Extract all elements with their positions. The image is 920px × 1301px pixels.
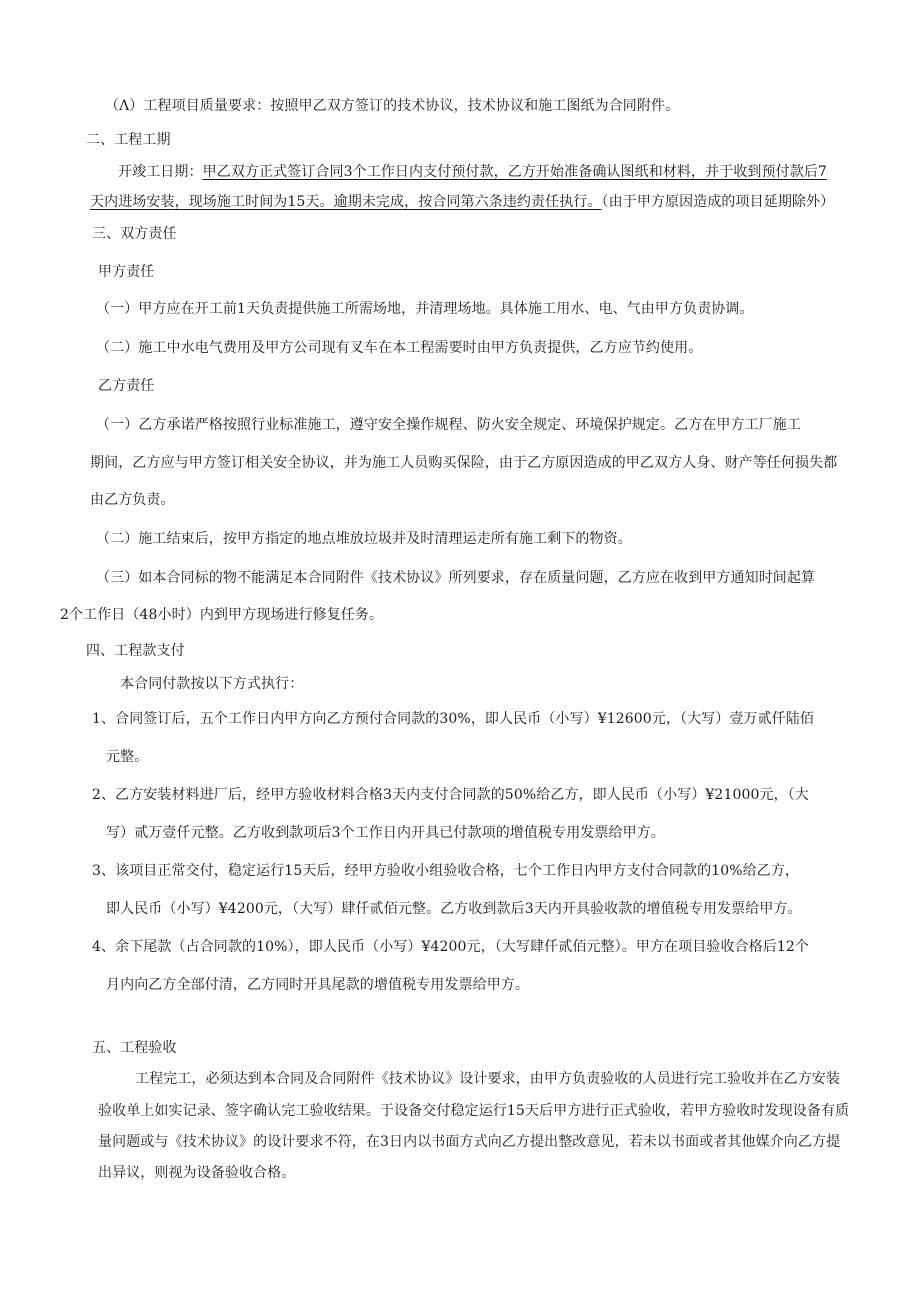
party-a-item-2: （二）施工中水电气费用及甲方公司现有叉车在本工程需要时由甲方负责提供，乙方应节约使用。 — [96, 340, 703, 356]
schedule-line-1 — [118, 162, 827, 182]
acceptance-line-1: 工程完工，必须达到本合同及合同附件《技术协议》设计要求，由甲方负责验收的人员进行完工验收并在乙方安装 — [135, 1071, 840, 1087]
payment-4-line-1: 4、余下尾款（占合同款的10%），即人民币（小写）¥4200元，（大写肆仟贰佰元整）。甲方在项目验收合格后12个 — [92, 939, 809, 955]
schedule-underlined-1: 甲乙双方正式签订合同3个工作日内支付预付款，乙方开始准备确认图纸和材料，并于收到预付款后7 — [202, 164, 827, 180]
section-5-title: 五、工程验收 — [92, 1040, 177, 1056]
acceptance-line-3: 量问题或与《技术协议》的设计要求不符，在3日内以书面方式向乙方提出整改意见，若未以书面或者其他媒介向乙方提 — [98, 1134, 841, 1150]
payment-2-line-1: 2、乙方安装材料进厂后，经甲方验收材料合格3天内支付合同款的50%给乙方，即人民币（小写）¥21000元，（大 — [92, 787, 809, 803]
schedule-underlined-2: 天内进场安装，现场施工时间为15天。逾期未完成，按合同第六条违约责任执行。 — [90, 194, 602, 210]
party-b-item-3-line-2: 2个工作日（48小时）内到甲方现场进行修复任务。 — [60, 607, 384, 623]
schedule-label: 开竣工日期： — [118, 164, 203, 180]
party-b-item-1-line-1: （一）乙方承诺严格按照行业标准施工，遵守安全操作规程、防火安全规定、环境保护规定。乙方在甲方工厂施工 — [96, 417, 801, 433]
payment-3-line-2: 即人民币（小写）¥4200元，（大写）肆仟贰佰元整。乙方收到款后3天内开具验收款的增值税专用发票给甲方。 — [106, 901, 802, 917]
party-a-item-1: （一）甲方应在开工前1天负责提供施工所需场地，并清理场地。具体施工用水、电、气由甲方负责协调。 — [96, 301, 754, 317]
section-4-title: 四、工程款支付 — [86, 643, 185, 659]
payment-4-line-2: 月内向乙方全部付清，乙方同时开具尾款的增值税专用发票给甲方。 — [106, 977, 529, 993]
acceptance-line-4: 出异议，则视为设备验收合格。 — [98, 1165, 296, 1181]
party-b-item-1-line-2: 期间，乙方应与甲方签订相关安全协议，并为施工人员购买保险，由于乙方原因造成的甲乙双方人身、财产等任何损失都 — [90, 455, 838, 471]
party-b-item-3-line-1: （三）如本合同标的物不能满足本合同附件《技术协议》所列要求，存在质量问题，乙方应在收到甲方通知时间起算 — [96, 570, 816, 586]
section-3-title: 三、双方责任 — [92, 226, 177, 242]
schedule-exception: （由于甲方原因造成的项目延期除外） — [601, 194, 835, 210]
quality-requirement: （Λ）工程项目质量要求：按照甲乙双方签订的技术协议，技术协议和施工图纸为合同附件。 — [105, 98, 680, 114]
payment-2-line-2: 写）贰万壹仟元整。乙方收到款项后3个工作日内开具已付款项的增值税专用发票给甲方。 — [106, 825, 665, 841]
payment-1-line-1: 1、合同签订后，五个工作日内甲方向乙方预付合同款的30%，即人民币（小写）¥12600元，（大写）壹万贰仟陆佰 — [92, 711, 814, 727]
party-b-item-2: （二）施工结束后，按甲方指定的地点堆放垃圾并及时清理运走所有施工剩下的物资。 — [96, 531, 632, 547]
payment-1-line-2: 元整。 — [106, 749, 149, 765]
party-b-title: 乙方责任 — [98, 378, 155, 394]
party-a-title: 甲方责任 — [98, 264, 155, 280]
section-2-title: 二、工程工期 — [86, 132, 171, 148]
schedule-line-2 — [90, 192, 834, 212]
payment-3-line-1: 3、该项目正常交付，稳定运行15天后，经甲方验收小组验收合格，七个工作日内甲方支付合同款的10%给乙方， — [92, 863, 800, 879]
acceptance-line-2: 验收单上如实记录、签字确认完工验收结果。于设备交付稳定运行15天后甲方进行正式验收，若甲方验收时发现设备有质 — [98, 1103, 850, 1119]
payment-intro: 本合同付款按以下方式执行： — [120, 676, 304, 692]
party-b-item-1-line-3: 由乙方负责。 — [90, 492, 175, 508]
